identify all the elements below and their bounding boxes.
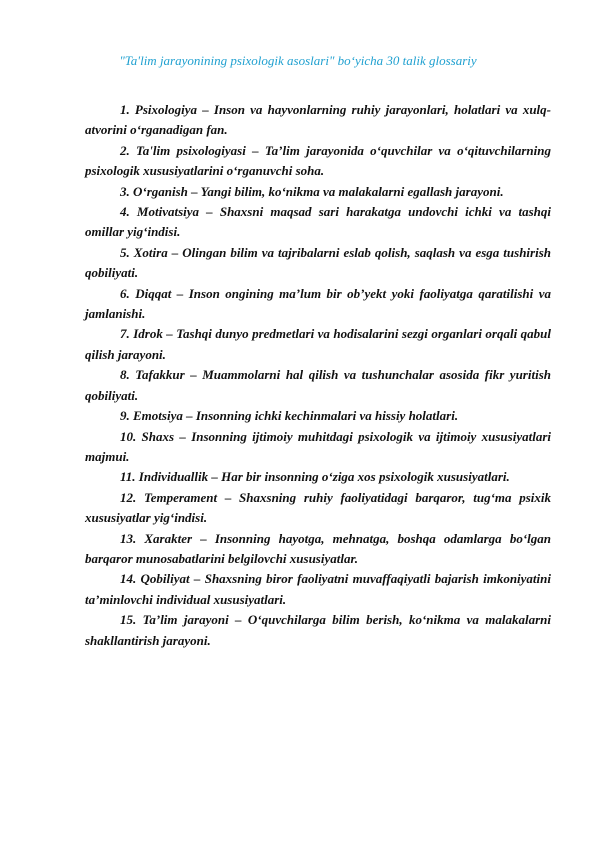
glossary-entry: 11. Individuallik – Har bir insonning o‘ziga xos psixologik xususiyatlari. (120, 469, 510, 485)
glossary-entry: 6. Diqqat – Inson ongining ma’lum bir ob’yekt yoki faoliyatga qaratilishi va jamlanishi. (85, 285, 551, 322)
glossary-list (85, 100, 551, 651)
glossary-entry: 12. Temperament – Shaxsning ruhiy faoliyatidagi barqaror, tug‘ma psixik xususiyatlar yig‘indisi. (85, 489, 551, 526)
glossary-entry: 5. Xotira – Olingan bilim va tajribalarni eslab qolish, saqlash va esga tushirish qobiliyati. (85, 244, 551, 281)
glossary-entry: 1. Psixologiya – Inson va hayvonlarning ruhiy jarayonlari, holatlari va xulq-atvorini o‘rganadigan fan. (85, 102, 551, 138)
glossary-entry: 2. Ta'lim psixologiyasi – Ta’lim jarayonida o‘quvchilar va o‘qituvchilarning psixologik xususiyatlarini o‘rganuvchi soha. (85, 142, 551, 179)
glossary-entry: 7. Idrok – Tashqi dunyo predmetlari va hodisalarini sezgi organlari orqali qabul qilish jarayoni. (85, 326, 551, 362)
glossary-entry: 15. Ta’lim jarayoni – O‘quvchilarga bilim berish, ko‘nikma va malakalarni shakllantirish jarayoni. (85, 612, 551, 648)
document-title: "Ta'lim jarayonining psixologik asoslari" bo‘yicha 30 talik glossariy (119, 53, 477, 68)
glossary-entry: 3. O‘rganish – Yangi bilim, ko‘nikma va malakalarni egallash jarayoni. (120, 183, 504, 199)
glossary-entry: 4. Motivatsiya – Shaxsni maqsad sari harakatga undovchi ichki va tashqi omillar yig‘indisi. (85, 204, 551, 240)
glossary-entry: 10. Shaxs – Insonning ijtimoiy muhitdagi psixologik va ijtimoiy xususiyatlari majmui. (85, 428, 551, 464)
glossary-entry: 14. Qobiliyat – Shaxsning biror faoliyatni muvaffaqiyatli bajarish imkoniyatini ta’minlovchi individual xususiyatlari. (85, 571, 551, 607)
glossary-entry: 8. Tafakkur – Muammolarni hal qilish va tushunchalar asosida fikr yuritish qobiliyati. (85, 367, 551, 403)
glossary-entry: 9. Emotsiya – Insonning ichki kechinmalari va hissiy holatlari. (120, 408, 459, 424)
glossary-entry: 13. Xarakter – Insonning hayotga, mehnatga, boshqa odamlarga bo‘lgan barqaror munosabatlarini belgilovchi xususiyatlar. (85, 530, 551, 566)
